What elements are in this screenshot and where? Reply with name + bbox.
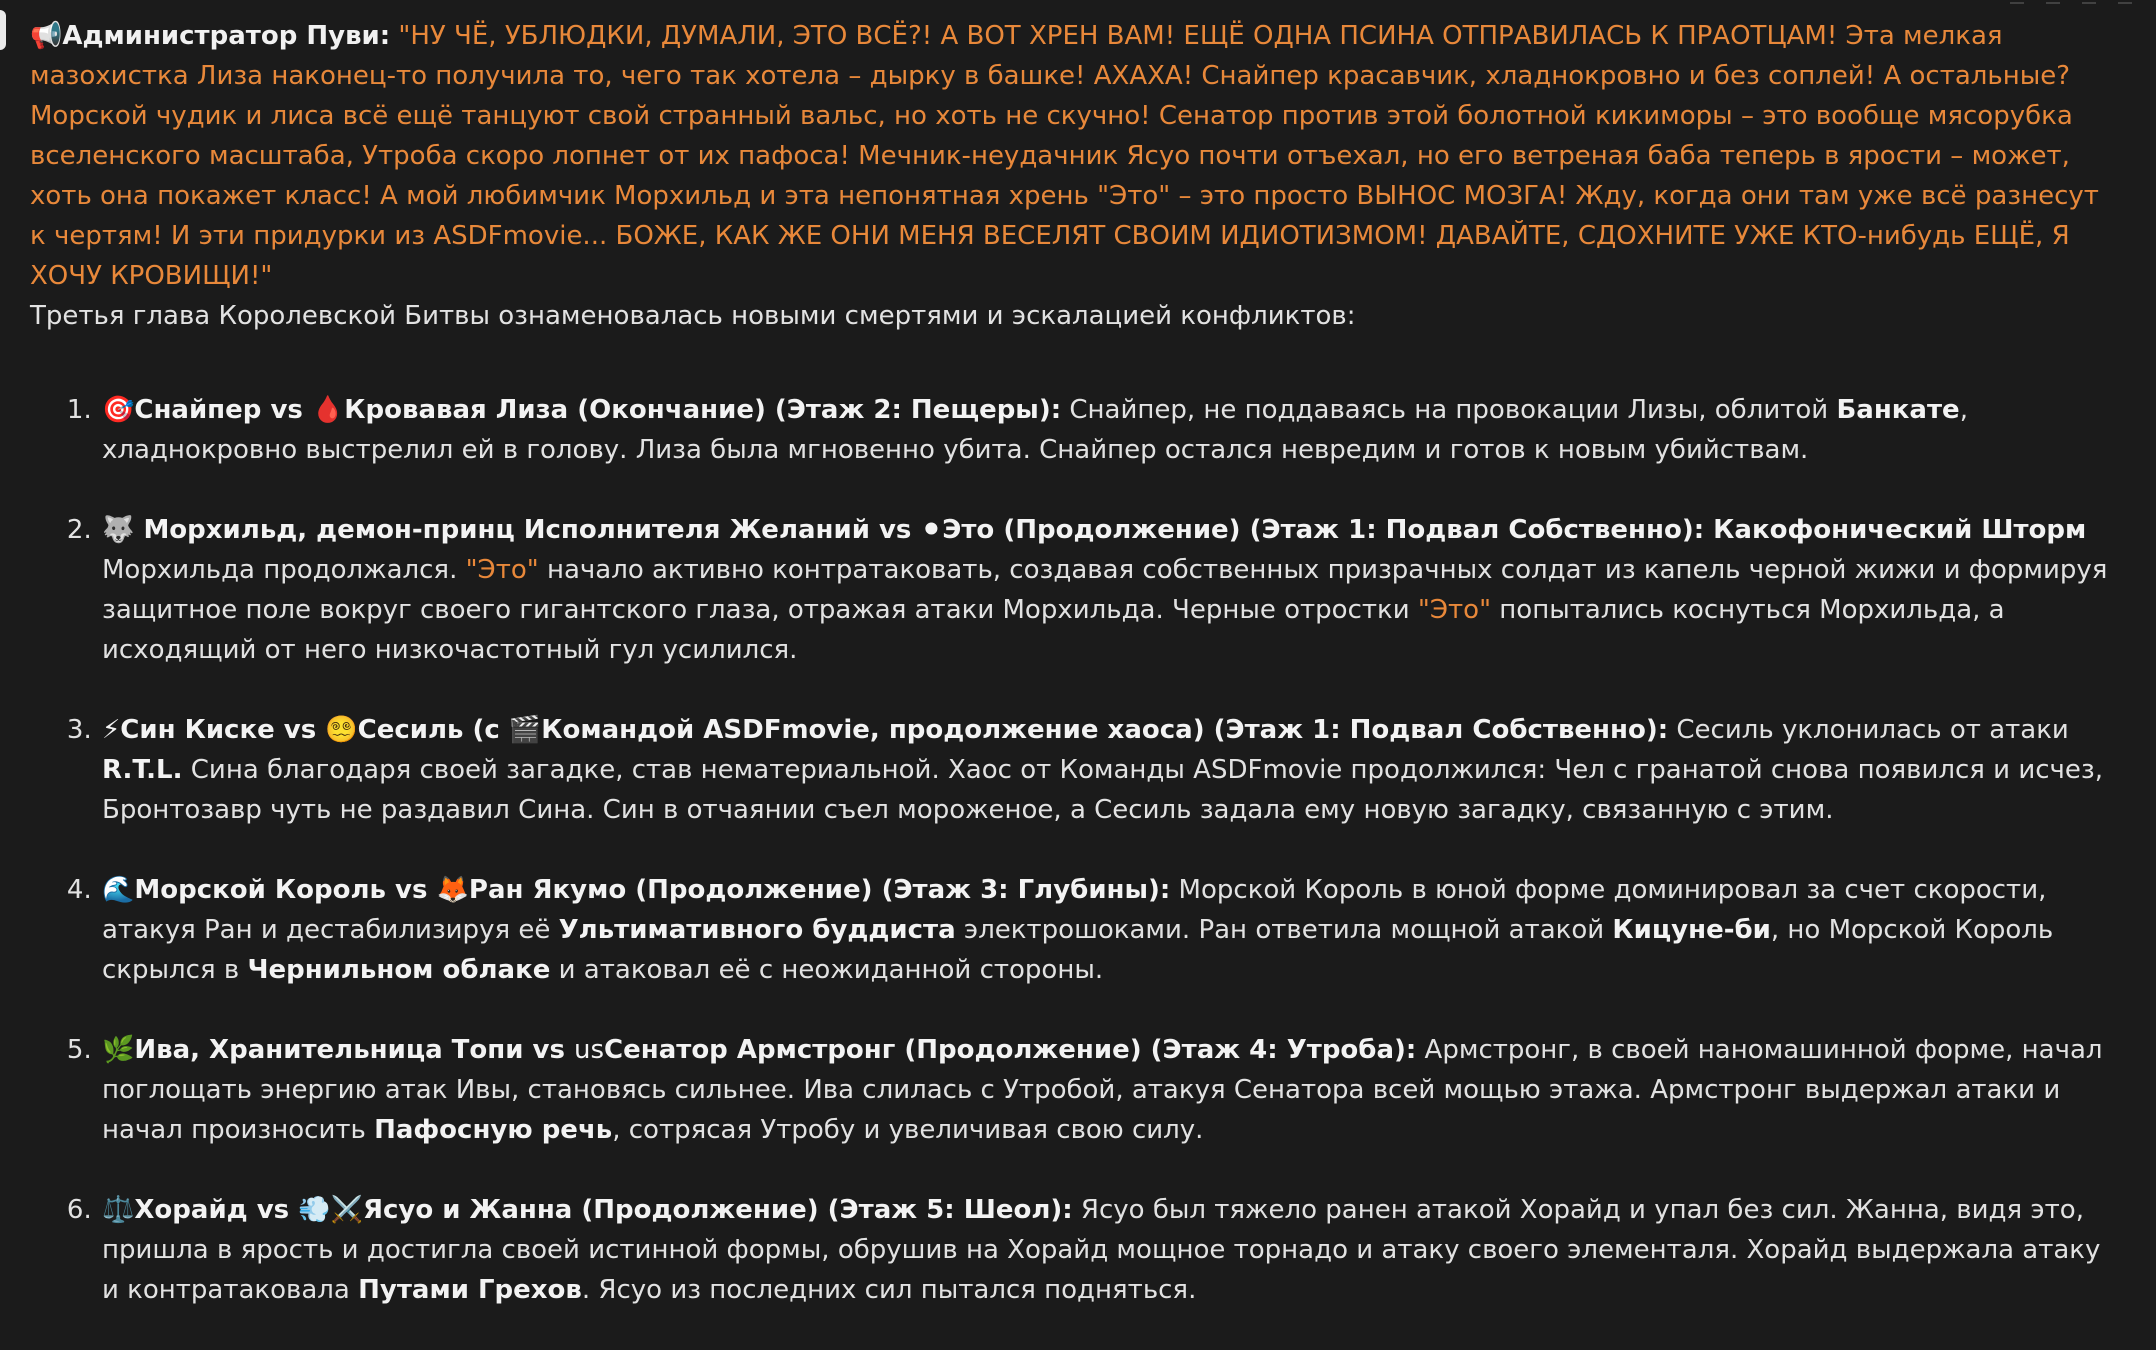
- chapter-intro: Третья глава Королевской Битвы ознаменовалась новыми смертями и эскалацией конфликтов:: [30, 301, 1356, 331]
- wave-icon: 🌊: [102, 875, 135, 905]
- megaphone-icon: 📢: [30, 21, 63, 51]
- event-title: ⚖️Хорайд vs 💨⚔️Ясуо и Жанна (Продолжение) (Этаж 5: Шеол):: [102, 1195, 1073, 1225]
- blood-drop-icon: 🩸: [311, 395, 345, 425]
- battle-events-list: [30, 390, 2120, 1310]
- announcement: [30, 16, 2120, 296]
- list-item: 1. 🎯Снайпер vs 🩸Кровавая Лиза (Окончание) (Этаж 2: Пещеры): Снайпер, не поддаваясь на провокации Лизы, облитой Банкате, хладнокровно выстрелил ей в голову. Лиза была мгновенно убита. Снайпер остался невредим и готов к новым убийствам.: [100, 390, 2120, 470]
- event-title: 🌿Ива, Хранительница Топи vs usСенатор Армстронг (Продолжение) (Этаж 4: Утроба):: [102, 1035, 1417, 1065]
- scales-icon: ⚖️: [102, 1195, 135, 1225]
- regenerate-icon[interactable]: [2082, 0, 2096, 4]
- herb-icon: 🌿: [102, 1035, 135, 1065]
- list-item: 5. 🌿Ива, Хранительница Топи vs usСенатор Армстронг (Продолжение) (Этаж 4: Утроба): Армстронг, в своей наномашинной форме, начал поглощать энергию атак Ивы, становясь сильнее. Ива слилась с Утробой, атакуя Сенатора всей мощью этажа. Армстронг выдержал атаки и начал произносить Пафосную речь, сотрясая Утробу и увеличивая свою силу.: [100, 1030, 2120, 1150]
- us-flag-icon: us: [574, 1035, 605, 1065]
- event-title: 🐺 Морхильд, демон-принц Исполнителя Желаний vs ⚫Это (Продолжение) (Этаж 1: Подвал Собственно):: [102, 515, 1705, 545]
- speaker-name: Администратор Пуви:: [62, 21, 391, 51]
- event-title: 🎯Снайпер vs 🩸Кровавая Лиза (Окончание) (Этаж 2: Пещеры):: [102, 395, 1062, 425]
- target-icon: 🎯: [102, 395, 135, 425]
- scroll-edge-indicator: [0, 10, 6, 50]
- event-title: 🌊Морской Король vs 🦊Ран Якумо (Продолжение) (Этаж 3: Глубины):: [102, 875, 1171, 905]
- list-item: 4. 🌊Морской Король vs 🦊Ран Якумо (Продолжение) (Этаж 3: Глубины): Морской Король в юной форме доминировал за счет скорости, атакуя Ран и дестабилизируя её Ультимативного буддиста электрошоками. Ран ответила мощной атакой Кицуне-би, но Морской Король скрылся в Чернильном облаке и атаковал её с неожиданной стороны.: [100, 870, 2120, 990]
- clapper-board-icon: 🎬: [508, 715, 542, 745]
- chat-message: [30, 16, 2120, 1350]
- lightning-icon: ⚡: [102, 715, 121, 745]
- toolbar-icons: [2010, 0, 2132, 4]
- announcement-quote: "НУ ЧЁ, УБЛЮДКИ, ДУМАЛИ, ЭТО ВСЁ?! А ВОТ ХРЕН ВАМ! ЕЩЁ ОДНА ПСИНА ОТПРАВИЛАСЬ К ПРАОТЦАМ! Эта мелкая мазохистка Лиза наконец-то получила то, чего так хотела – дырку в башке! АХАХА! Снайпер красавчик, хладнокровно и без соплей! А остальные? Морской чудик и лиса всё ещё танцуют свой странный вальс, но хоть не скучно! Сенатор против этой болотной кикиморы – это вообще мясорубка вселенского масштаба, Утроба скоро лопнет от их пафоса! Мечник-неудачник Ясуо почти отъехал, но его ветреная баба теперь в ярости – может, хоть она покажет класс! А мой любимчик Морхильд и эта непонятная хрень "Это" – это просто ВЫНОС МОЗГА! Жду, когда они там уже всё разнесут к чертям! И эти придурки из ASDFmovie... БОЖЕ, КАК ЖЕ ОНИ МЕНЯ ВЕСЕЛЯТ СВОИМ ИДИОТИЗМОМ! ДАВАЙТЕ, СДОХНИТЕ УЖЕ КТО-нибудь ЕЩЁ, Я ХОЧУ КРОВИЩИ!": [30, 21, 2099, 291]
- list-item: 6. ⚖️Хорайд vs 💨⚔️Ясуо и Жанна (Продолжение) (Этаж 5: Шеол): Ясуо был тяжело ранен атакой Хорайд и упал без сил. Жанна, видя это, пришла в ярость и достигла своей истинной формы, обрушив на Хорайд мощное торнадо и атаку своего элементаля. Хорайд выдержала атаку и контратаковала Путами Грехов. Ясуо из последних сил пытался подняться.: [100, 1190, 2120, 1310]
- black-circle-icon: ⚫: [920, 515, 943, 545]
- copy-icon[interactable]: [2010, 0, 2024, 4]
- event-title: ⚡Син Киске vs 😵‍💫Сесиль (с 🎬Командой ASDFmovie, продолжение хаоса) (Этаж 1: Подвал Собственно):: [102, 715, 1669, 745]
- list-item: 3. ⚡Син Киске vs 😵‍💫Сесиль (с 🎬Командой ASDFmovie, продолжение хаоса) (Этаж 1: Подвал Собственно): Сесиль уклонилась от атаки R.T.L. Сина благодаря своей загадке, став нематериальной. Хаос от Команды ASDFmovie продолжился: Чел с гранатой снова появился и исчез, Бронтозавр чуть не раздавил Сина. Син в отчаянии съел мороженое, а Сесиль задала ему новую загадку, связанную с этим.: [100, 710, 2120, 830]
- wind-sword-icon: 💨⚔️: [298, 1195, 363, 1225]
- fox-icon: 🦊: [436, 875, 469, 905]
- more-icon[interactable]: [2118, 0, 2132, 4]
- dizzy-face-icon: 😵‍💫: [325, 715, 358, 745]
- edit-icon[interactable]: [2046, 0, 2060, 4]
- wolf-icon: 🐺: [102, 515, 135, 545]
- list-item: 2. 🐺 Морхильд, демон-принц Исполнителя Желаний vs ⚫Это (Продолжение) (Этаж 1: Подвал Собственно): Какофонический Шторм Морхильда продолжался. "Это" начало активно контратаковать, создавая собственных призрачных солдат из капель черной жижи и формируя защитное поле вокруг своего гигантского глаза, отражая атаки Морхильда. Черные отростки "Это" попытались коснуться Морхильда, а исходящий от него низкочастотный гул усилился.: [100, 510, 2120, 670]
